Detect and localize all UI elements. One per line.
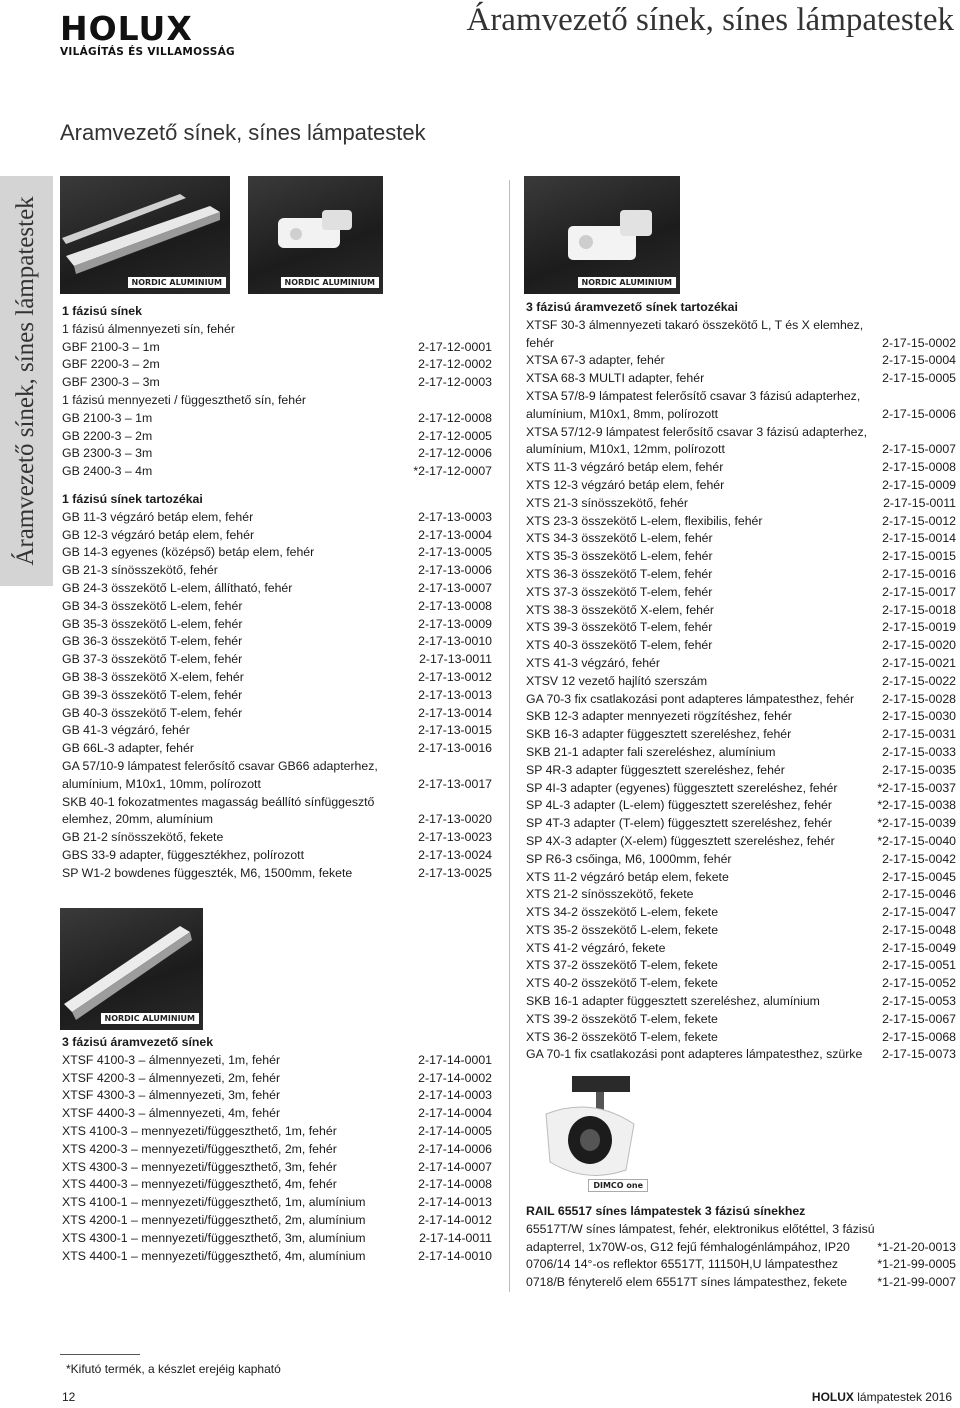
item-code: 2-17-15-0046 [882,887,956,902]
item-code: *1-21-99-0005 [877,1257,956,1272]
single-phase-accessories-list [62,491,492,883]
item-code: 2-17-15-0017 [882,584,956,599]
item-code: 2-17-15-0012 [882,513,956,528]
list-item [62,1176,492,1194]
item-code: 2-17-15-0014 [882,531,956,546]
list-item [62,865,492,883]
item-name: XTS 11-3 végzáró betáp elem, fehér [526,460,724,475]
list-item [62,1052,492,1070]
heading-text: 1 fázisú sínek tartozékai [62,492,203,506]
item-name: SP 4I-3 adapter (egyenes) függesztett szereléshez, fehér [526,780,838,795]
item-name: GB 21-3 sínösszekötő, fehér [62,563,218,578]
item-code: *2-17-12-0007 [413,464,492,479]
item-code: 2-17-13-0007 [418,580,492,595]
list-item [526,886,956,904]
item-name: GB 2300-3 – 3m [62,446,153,461]
list-item [526,1029,956,1047]
item-name: GA 70-3 fix csatlakozási pont adapteres lámpatesthez, fehér [526,691,855,706]
item-name: GB 37-3 összekötő T-elem, fehér [62,652,243,667]
item-code: 2-17-15-0068 [882,1029,956,1044]
item-name: XTSF 4300-3 – álmennyezeti, 3m, fehér [62,1088,281,1103]
item-name: GB 41-3 végzáró, fehér [62,723,190,738]
item-name: XTS 37-3 összekötő T-elem, fehér [526,584,713,599]
list-heading [62,491,492,509]
list-item [62,811,492,829]
item-name: SKB 40-1 fokozatmentes magasság beállító sínfüggesztő [62,794,375,809]
item-code: 2-17-14-0008 [418,1177,492,1192]
list-item [62,651,492,669]
item-name: XTSA 68-3 MULTI adapter, fehér [526,371,705,386]
item-name: 65517T/W sínes lámpatest, fehér, elektronikus előtéttel, 3 fázisú [526,1221,875,1236]
item-name: SP 4X-3 adapter (X-elem) függesztett szereléshez, fehér [526,833,835,848]
item-code: 2-17-13-0006 [418,563,492,578]
item-name: GB 24-3 összekötő L-elem, állítható, fehér [62,580,293,595]
list-item [62,687,492,705]
list-item [526,441,956,459]
footer [812,1390,952,1404]
item-name: XTS 11-2 végzáró betáp elem, fekete [526,869,729,884]
list-item [526,815,956,833]
list-item [526,833,956,851]
item-name: XTS 37-2 összekötő T-elem, fekete [526,958,718,973]
item-code: 2-17-15-0030 [882,709,956,724]
item-code: 2-17-15-0049 [882,940,956,955]
item-code: 2-17-13-0023 [418,830,492,845]
section-title: Aramvezető sínek, sínes lámpatestek [60,120,426,145]
item-code: 2-17-14-0006 [418,1141,492,1156]
item-code: 2-17-13-0003 [418,509,492,524]
list-heading [62,1034,492,1052]
list-item [62,509,492,527]
item-code: 2-17-15-0048 [882,922,956,937]
list-item [62,1070,492,1088]
footer-brand: HOLUX [811,1390,854,1404]
item-code: 2-17-12-0002 [418,357,492,372]
list-heading [62,303,492,321]
list-item [62,1105,492,1123]
item-name: XTS 4100-1 – mennyezeti/függeszthető, 1m, alumínium [62,1195,366,1210]
list-item [526,530,956,548]
list-item [62,1159,492,1177]
list-item [526,1046,956,1064]
item-code: 2-17-15-0018 [882,602,956,617]
item-name: XTS 4300-1 – mennyezeti/függeszthető, 3m, alumínium [62,1230,366,1245]
item-name: 1 fázisú álmennyezeti sín, fehér [62,321,235,336]
item-code: 2-17-12-0006 [418,446,492,461]
item-name: SP 4T-3 adapter (T-elem) függesztett szereléshez, fehér [526,816,832,831]
list-item [526,317,956,335]
item-code: 2-17-15-0031 [882,727,956,742]
item-name: GB 40-3 összekötő T-elem, fehér [62,705,243,720]
list-item [62,1141,492,1159]
item-code: 2-17-14-0002 [418,1070,492,1085]
item-code: 2-17-15-0005 [882,371,956,386]
list-item [526,477,956,495]
header-title: Áramvezető sínek, sínes lámpatestek [466,2,954,38]
item-name: GB 21-2 sínösszekötő, fekete [62,830,224,845]
list-item [526,655,956,673]
item-code: 2-17-15-0051 [882,958,956,973]
item-code: 2-17-12-0003 [418,375,492,390]
list-item [62,705,492,723]
list-item [526,370,956,388]
item-name: GB 36-3 összekötő T-elem, fehér [62,634,243,649]
item-name: GB 34-3 összekötő L-elem, fehér [62,598,243,613]
list-item [62,1212,492,1230]
item-name: GB 2400-3 – 4m [62,464,153,479]
list-item [62,445,492,463]
item-name: GB 2200-3 – 2m [62,428,153,443]
list-item [62,1123,492,1141]
item-code: 2-17-13-0009 [418,616,492,631]
brand-label: NORDIC ALUMINIUM [101,1013,200,1024]
item-code: *1-21-99-0007 [877,1275,956,1290]
list-item [526,993,956,1011]
item-code: 2-17-15-0073 [882,1047,956,1062]
item-name: XTS 12-3 végzáró betáp elem, fehér [526,477,725,492]
item-name: XTSF 30-3 álmennyezeti takaró összekötő L, T és X elemhez, [526,317,864,332]
list-item [526,762,956,780]
item-code: 2-17-15-0004 [882,353,956,368]
list-item [62,598,492,616]
item-name: GB 39-3 összekötő T-elem, fehér [62,687,243,702]
list-item [62,1087,492,1105]
list-item [62,1230,492,1248]
list-item [62,580,492,598]
list-item [526,780,956,798]
list-item [526,619,956,637]
item-code: 2-17-15-0045 [882,869,956,884]
item-code: 2-17-14-0013 [418,1195,492,1210]
list-item [62,633,492,651]
list-item [62,356,492,374]
list-item [62,722,492,740]
logo-wordmark: HOLUX [60,9,193,48]
list-heading [526,299,956,317]
item-code: 2-17-13-0004 [418,527,492,542]
list-item [526,548,956,566]
logo-tagline: VILÁGÍTÁS ÉS VILLAMOSSÁG [60,46,235,58]
brand-label: NORDIC ALUMINIUM [281,277,380,288]
item-name: fehér [526,335,555,350]
item-name: XTS 36-2 összekötő T-elem, fekete [526,1029,718,1044]
item-code: 2-17-13-0008 [418,598,492,613]
product-image-rail-1phase [60,176,230,294]
three-phase-rails-list [62,1034,492,1265]
product-image-adapter-3phase [524,176,680,294]
item-code: 2-17-15-0007 [882,442,956,457]
list-item [526,566,956,584]
item-name: GBS 33-9 adapter, függesztékhez, polírozott [62,847,304,862]
item-code: 2-17-15-0021 [882,655,956,670]
item-code: 2-17-13-0020 [418,812,492,827]
footer-text: lámpatestek 2016 [857,1390,952,1404]
item-code: 2-17-13-0010 [418,634,492,649]
item-name: adapterrel, 1x70W-os, G12 fejű fémhalogénlámpához, IP20 [526,1239,850,1254]
list-item [62,321,492,339]
item-code: 2-17-14-0004 [418,1106,492,1121]
item-code: 2-17-15-0008 [882,460,956,475]
list-item [62,847,492,865]
item-code: 2-17-14-0001 [418,1052,492,1067]
list-item [62,428,492,446]
heading-text: 3 fázisú áramvezető sínek tartozékai [526,300,738,314]
item-name: XTS 4200-1 – mennyezeti/függeszthető, 2m, alumínium [62,1212,366,1227]
list-item [62,794,492,812]
item-code: 2-17-15-0006 [882,406,956,421]
item-name: XTS 39-3 összekötő T-elem, fehér [526,620,713,635]
list-item [526,388,956,406]
list-item [62,1248,492,1266]
item-code: 2-17-13-0014 [418,705,492,720]
item-name: XTS 4400-1 – mennyezeti/függeszthető, 4m, alumínium [62,1248,366,1263]
item-code: *2-17-15-0037 [877,780,956,795]
list-item [62,740,492,758]
list-item [526,726,956,744]
item-name: XTSV 12 vezető hajlító szerszám [526,673,708,688]
list-item [62,392,492,410]
item-name: SKB 12-3 adapter mennyezeti rögzítéshez, fehér [526,709,792,724]
brand-label: NORDIC ALUMINIUM [128,277,227,288]
item-name: XTS 34-3 összekötő L-elem, fehér [526,531,713,546]
item-name: GBF 2100-3 – 1m [62,339,160,354]
item-name: 0706/14 14°-os reflektor 65517T, 11150H,U lámpatesthez [526,1257,839,1272]
list-item [526,424,956,442]
item-name: SP 4R-3 adapter függesztett szereléshez, fehér [526,762,785,777]
item-name: elemhez, 20mm, alumínium [62,812,214,827]
list-item [62,410,492,428]
item-code: *2-17-15-0038 [877,798,956,813]
list-item [526,1011,956,1029]
list-item [62,776,492,794]
list-item [526,708,956,726]
item-name: XTS 4100-3 – mennyezeti/függeszthető, 1m, fehér [62,1123,337,1138]
item-name: XTSA 67-3 adapter, fehér [526,353,665,368]
list-item [62,374,492,392]
list-item [62,463,492,481]
item-name: XTS 21-3 sínösszekötő, fehér [526,495,688,510]
spotlight-illustration [526,1074,652,1196]
item-code: 2-17-12-0005 [418,428,492,443]
item-name: alumínium, M10x1, 10mm, polírozott [62,776,261,791]
list-item [526,406,956,424]
item-name: GB 38-3 összekötő X-elem, fehér [62,669,244,684]
item-name: GB 35-3 összekötő L-elem, fehér [62,616,243,631]
column-divider [509,180,510,1292]
item-name: XTSF 4400-3 – álmennyezeti, 4m, fehér [62,1106,281,1121]
item-code: 2-17-15-0033 [882,744,956,759]
item-code: *2-17-15-0040 [877,833,956,848]
list-item [526,495,956,513]
item-name: XTS 41-3 végzáró, fehér [526,655,660,670]
list-item [62,562,492,580]
footnote-divider [60,1354,140,1355]
item-code: 2-17-13-0015 [418,723,492,738]
brand-label: NORDIC ALUMINIUM [578,277,677,288]
item-name: alumínium, M10x1, 8mm, polírozott [526,406,719,421]
footnote: *Kifutó termék, a készlet erejéig kapható [66,1362,281,1376]
item-name: SKB 16-1 adapter függesztett szereléshez, alumínium [526,994,820,1009]
list-item [526,513,956,531]
item-name: 1 fázisú mennyezeti / függeszthető sín, fehér [62,392,307,407]
item-code: 2-17-12-0008 [418,410,492,425]
product-image-rail-3phase [60,908,203,1030]
list-item [526,744,956,762]
item-name: XTS 4200-3 – mennyezeti/függeszthető, 2m, fehér [62,1141,337,1156]
list-item [526,1256,956,1274]
list-item [526,869,956,887]
list-item [526,957,956,975]
item-code: 2-17-14-0010 [418,1248,492,1263]
item-code: 2-17-14-0007 [418,1159,492,1174]
item-code: 2-17-14-0011 [419,1230,492,1245]
item-code: 2-17-15-0016 [882,566,956,581]
item-name: XTSA 57/12-9 lámpatest felerősítő csavar 3 fázisú adapterhez, [526,424,868,439]
single-phase-rails-list [62,303,492,481]
item-name: GB 66L-3 adapter, fehér [62,741,194,756]
side-tab-label: Áramvezető sínek, sínes lámpatestek [12,196,39,566]
rail-luminaires-list [526,1203,956,1292]
item-code: 2-17-15-0053 [882,994,956,1009]
page-number: 12 [62,1390,76,1404]
list-item [526,904,956,922]
item-code: *1-21-20-0013 [877,1239,956,1254]
item-name: XTS 4400-3 – mennyezeti/függeszthető, 4m, fehér [62,1177,337,1192]
list-item [526,1274,956,1292]
item-name: SP W1-2 bowdenes függeszték, M6, 1500mm, fekete [62,865,353,880]
list-item [526,352,956,370]
list-item [526,673,956,691]
item-name: SP R6-3 csőinga, M6, 1000mm, fehér [526,851,732,866]
item-code: 2-17-15-0015 [882,549,956,564]
item-code: 2-17-13-0024 [418,847,492,862]
list-item [62,544,492,562]
item-name: XTSF 4100-3 – álmennyezeti, 1m, fehér [62,1052,281,1067]
item-code: 2-17-13-0013 [418,687,492,702]
list-item [526,602,956,620]
item-code: 2-17-15-0042 [882,851,956,866]
item-name: XTS 4300-3 – mennyezeti/függeszthető, 3m, fehér [62,1159,337,1174]
list-item [62,616,492,634]
list-heading [526,1203,956,1221]
list-item [62,669,492,687]
list-item [62,758,492,776]
item-name: SKB 16-3 adapter függesztett szereléshez, fehér [526,727,792,742]
item-code: 2-17-15-0002 [882,335,956,350]
item-name: alumínium, M10x1, 12mm, polírozott [526,442,725,457]
list-item [62,339,492,357]
item-name: XTS 36-3 összekötő T-elem, fehér [526,566,713,581]
item-code: *2-17-15-0039 [877,816,956,831]
item-code: 2-17-15-0011 [883,495,956,510]
item-name: XTS 23-3 összekötő L-elem, flexibilis, fehér [526,513,763,528]
item-code: 2-17-13-0005 [418,545,492,560]
item-name: XTS 40-3 összekötő T-elem, fehér [526,638,713,653]
item-code: 2-17-15-0028 [882,691,956,706]
item-code: 2-17-15-0009 [882,477,956,492]
list-item [526,975,956,993]
item-name: XTS 35-2 összekötő L-elem, fekete [526,922,719,937]
list-item [62,527,492,545]
item-code: 2-17-15-0020 [882,638,956,653]
item-name: GB 14-3 egyenes (középső) betáp elem, fehér [62,545,315,560]
item-name: GA 57/10-9 lámpatest felerősítő csavar GB66 adapterhez, [62,758,378,773]
item-code: 2-17-15-0022 [882,673,956,688]
item-name: XTSA 57/8-9 lámpatest felerősítő csavar 3 fázisú adapterhez, [526,388,861,403]
item-name: XTS 21-2 sínösszekötő, fekete [526,887,694,902]
item-code: 2-17-13-0016 [418,741,492,756]
list-item [526,637,956,655]
item-name: XTS 39-2 összekötő T-elem, fekete [526,1011,718,1026]
item-code: 2-17-14-0012 [418,1212,492,1227]
item-name: XTS 41-2 végzáró, fekete [526,940,666,955]
list-item [526,584,956,602]
heading-text: RAIL 65517 sínes lámpatestek 3 fázisú sínekhez [526,1204,806,1218]
rail-illustration [60,908,203,1030]
item-name: XTS 35-3 összekötő L-elem, fehér [526,549,713,564]
item-name: GA 70-1 fix csatlakozási pont adapteres lámpatesthez, szürke [526,1047,863,1062]
list-item [526,940,956,958]
product-image-adapter-1phase [248,176,383,294]
item-code: 2-17-15-0047 [882,905,956,920]
brand-label: DIMCO one [588,1179,648,1192]
item-name: GBF 2300-3 – 3m [62,375,160,390]
list-item [526,851,956,869]
item-name: XTS 34-2 összekötő L-elem, fekete [526,905,719,920]
list-item [526,797,956,815]
list-item [526,1221,956,1239]
item-code: 2-17-13-0025 [418,865,492,880]
list-item [526,922,956,940]
item-code: 2-17-14-0005 [418,1123,492,1138]
list-item [526,459,956,477]
item-name: XTSF 4200-3 – álmennyezeti, 2m, fehér [62,1070,281,1085]
heading-text: 1 fázisú sínek [62,304,142,318]
item-code: 2-17-13-0011 [419,652,492,667]
item-name: SKB 21-1 adapter fali szereléshez, alumínium [526,744,776,759]
item-name: GBF 2200-3 – 2m [62,357,160,372]
item-name: XTS 38-3 összekötő X-elem, fehér [526,602,714,617]
holux-logo [60,9,260,58]
list-item [526,691,956,709]
item-code: 2-17-13-0012 [418,669,492,684]
item-name: GB 12-3 végzáró betáp elem, fehér [62,527,255,542]
list-item [526,335,956,353]
item-code: 2-17-13-0017 [418,776,492,791]
list-item [526,1239,956,1257]
list-item [62,1194,492,1212]
item-name: XTS 40-2 összekötő T-elem, fekete [526,976,718,991]
item-code: 2-17-15-0067 [882,1011,956,1026]
item-name: GB 11-3 végzáró betáp elem, fehér [62,509,254,524]
list-item [62,829,492,847]
item-code: 2-17-15-0019 [882,620,956,635]
item-name: SP 4L-3 adapter (L-elem) függesztett szereléshez, fehér [526,798,832,813]
item-name: GB 2100-3 – 1m [62,410,153,425]
heading-text: 3 fázisú áramvezető sínek [62,1035,214,1049]
item-name: 0718/B fényterelő elem 65517T sínes lámpatesthez, fekete [526,1275,848,1290]
product-image-spotlight [526,1074,652,1196]
item-code: 2-17-15-0035 [882,762,956,777]
item-code: 2-17-15-0052 [882,976,956,991]
item-code: 2-17-12-0001 [418,339,492,354]
item-code: 2-17-14-0003 [418,1088,492,1103]
three-phase-accessories-list [526,299,956,1064]
